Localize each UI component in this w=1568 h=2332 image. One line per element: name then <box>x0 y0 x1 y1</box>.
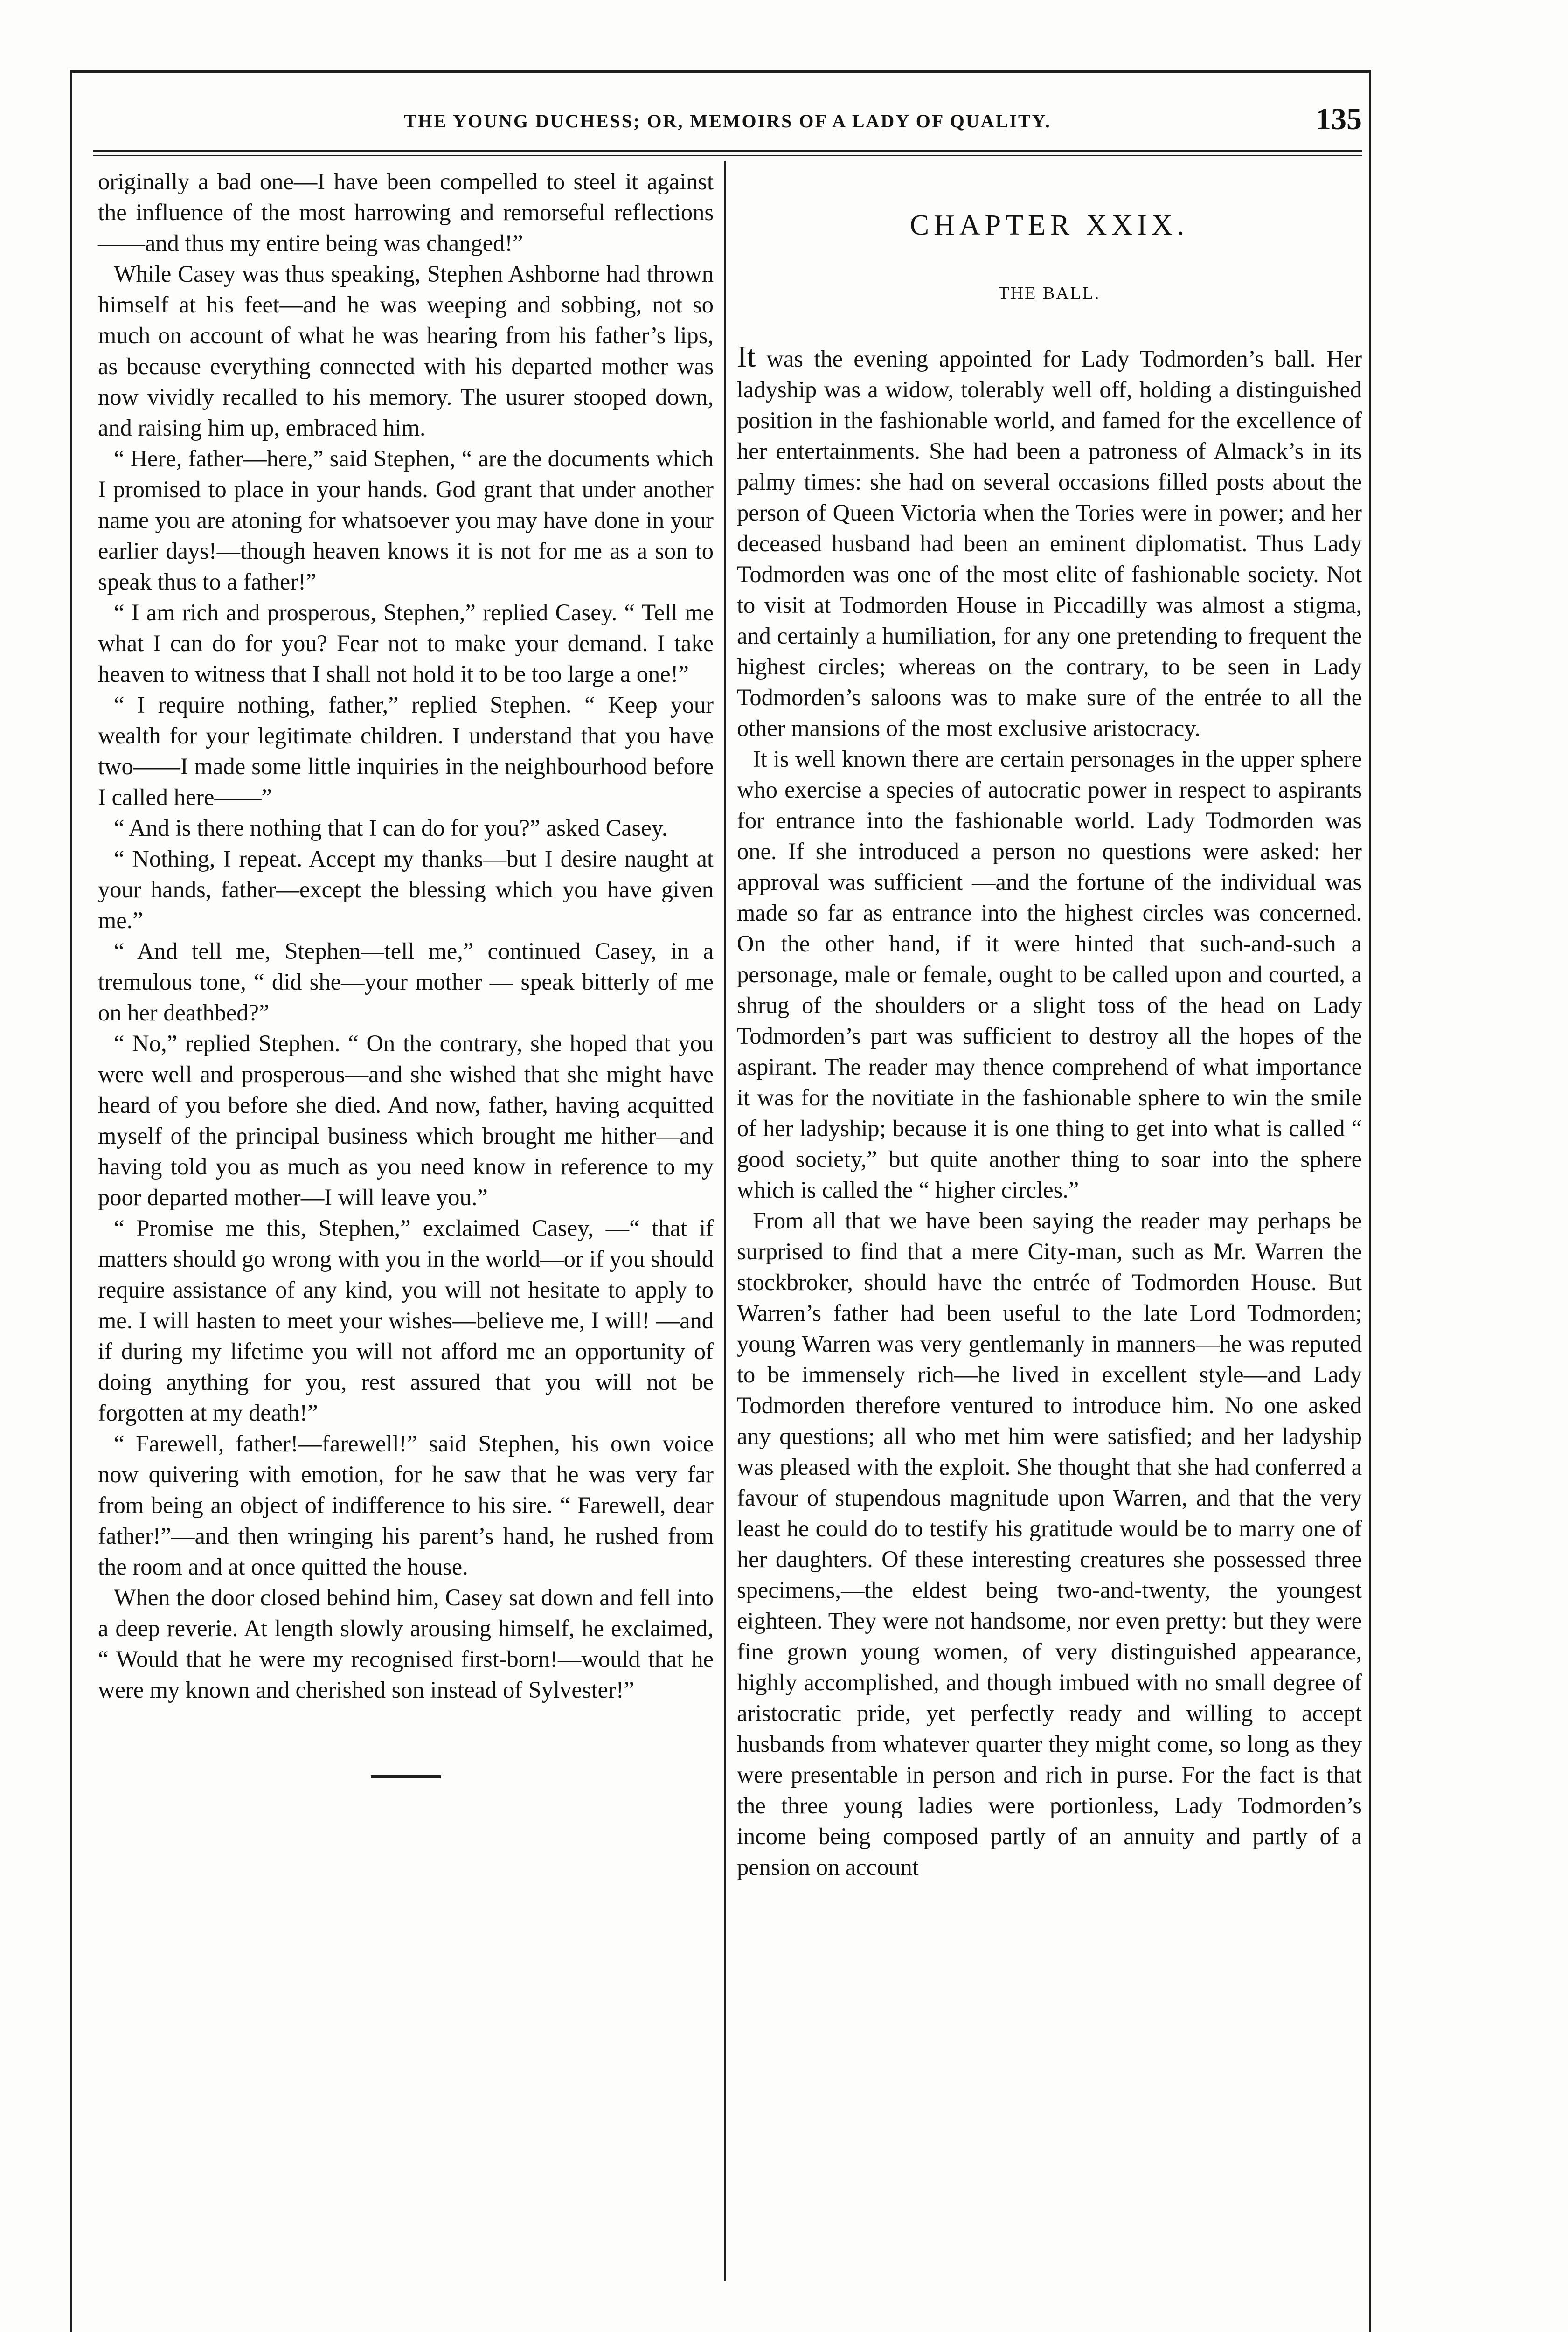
paragraph: “ No,” replied Stephen. “ On the contrary, she hoped that you were well and prosperous—and she wished that she might have heard of you before she died. And now, father, having acquitted myself of the principal business which brought me hither—and having told you as much as you need know in reference to my poor departed mother—I will leave you.” <box>98 1030 714 1210</box>
header-rule-thin <box>93 155 1362 156</box>
paragraph: “ Farewell, father!—farewell!” said Stephen, his own voice now quivering with emotion, for he saw that he was very far from being an object of indifference to his sire. “ Farewell, dear father!”—and then wringing his parent’s hand, he rushed from the room and at once quitted the house. <box>98 1430 714 1580</box>
paragraph: “ Promise me this, Stephen,” exclaimed Casey, —“ that if matters should go wrong with you in the world—or if you should require assistance of any kind, you will not hesitate to apply to me. I will hasten to meet your wishes—believe me, I will! —and if during my lifetime you will not afford me an opportunity of doing anything for you, rest assured that you will not be forgotten at my death!” <box>98 1215 714 1426</box>
header-rule <box>93 150 1362 152</box>
running-title: THE YOUNG DUCHESS; OR, MEMOIRS OF A LADY OF QUALITY. <box>404 111 1051 132</box>
section-end-rule <box>371 1775 441 1778</box>
right-column <box>737 196 1362 1882</box>
opening-paragraph-text: was the evening appointed for Lady Todmorden’s ball. Her ladyship was a widow, tolerably well off, holding a distinguished position in the fashionable world, and famed for the excellence of her entertainments. She had been a patroness of Almack’s in its palmy times: she had on several occasions filled posts about the person of Queen Victoria when the Tories were in power; and her deceased husband had been an eminent diplomatist. Thus Lady Todmorden was one of the most elite of fashionable society. Not to visit at Todmorden House in Piccadilly was almost a stigma, and certainly a humiliation, for any one pretending to frequent the highest circles; whereas on the contrary, to be seen in Lady Todmorden’s saloons was to make sure of the entrée to all the other mansions of the most exclusive aristocracy. <box>737 346 1362 741</box>
paragraph: “ I am rich and prosperous, Stephen,” replied Casey. “ Tell me what I can do for you? Fear not to make your demand. I take heaven to witness that I shall not hold it to be too large a one!” <box>98 599 714 687</box>
paragraph: originally a bad one—I have been compelled to steel it against the influence of the most harrowing and remorseful reflections——and thus my entire being was changed!” <box>98 168 714 256</box>
column-divider <box>724 161 726 2281</box>
page-border-right <box>1369 70 1371 2332</box>
paragraph: From all that we have been saying the reader may perhaps be surprised to find that a mere City-man, such as Mr. Warren the stockbroker, should have the entrée of Todmorden House. But Warren’s father had been useful to the late Lord Todmorden; young Warren was very gentlemanly in manners—he was reputed to be immensely rich—he lived in excellent style—and Lady Todmorden therefore ventured to introduce him. No one asked any questions; all who met him were satisfied; and her ladyship was pleased with the exploit. She thought that she had conferred a favour of stupendous magnitude upon Warren, and that the very least he could do to testify his gratitude would be to marry one of her daughters. Of these interesting creatures she possessed three specimens,—the eldest being two-and-twenty, the youngest eighteen. They were not handsome, nor even pretty: but they were fine grown young women, of very distinguished appearance, highly accomplished, and though imbued with no small degree of aristocratic pride, yet perfectly ready and willing to accept husbands from whatever quarter they might come, so long as they were presentable in person and rich in purse. For the fact is that the three young ladies were portionless, Lady Todmorden’s income being composed partly of an annuity and partly of a pension on account <box>737 1208 1362 1880</box>
paragraph: “ And is there nothing that I can do for you?” asked Casey. <box>114 815 668 841</box>
paragraph: “ Nothing, I repeat. Accept my thanks—but I desire naught at your hands, father—except the blessing which you have given me.” <box>98 846 714 933</box>
chapter-title: CHAPTER XXIX. <box>909 209 1189 241</box>
paragraph: While Casey was thus speaking, Stephen Ashborne had thrown himself at his feet—and he was weeping and sobbing, not so much on account of what he was hearing from his father’s lips, as because everything connected with his departed mother was now vividly recalled to his memory. The usurer stooped down, and raising him up, embraced him. <box>98 261 714 441</box>
left-column <box>98 166 714 1778</box>
paragraph: “ And tell me, Stephen—tell me,” continued Casey, in a tremulous tone, “ did she—your mother — speak bitterly of me on her deathbed?” <box>98 938 714 1026</box>
paragraph: When the door closed behind him, Casey sat down and fell into a deep reverie. At length slowly arousing himself, he exclaimed, “ Would that he were my recognised first-born!—would that he were my known and cherished son instead of Sylvester!” <box>98 1584 714 1703</box>
paragraph: It is well known there are certain personages in the upper sphere who exercise a species of autocratic power in respect to aspirants for entrance into the fashionable world. Lady Todmorden was one. If she introduced a person no questions were asked: her approval was sufficient —and the fortune of the individual was made so far as entrance into the highest circles was concerned. On the other hand, if it were hinted that such-and-such a personage, male or female, ought to be called upon and courted, a shrug of the shoulders or a slight toss of the head on Lady Todmorden’s part was sufficient to destroy all the hopes of the aspirant. The reader may thence comprehend of what importance it was for the novitiate in the fashionable sphere to win the smile of her ladyship; because it is one thing to get into what is called “ good society,” but quite another thing to soar into the sphere which is called the “ higher circles.” <box>737 746 1362 1203</box>
chapter-subtitle: THE BALL. <box>998 284 1101 303</box>
paragraph: “ Here, father—here,” said Stephen, “ are the documents which I promised to place in your hands. God grant that under another name you are atoning for whatsoever you may have done in your earlier days!—though heaven knows it is not for me as a son to speak thus to a father!” <box>98 445 714 595</box>
paragraph: “ I require nothing, father,” replied Stephen. “ Keep your wealth for your legitimate children. I understand that you have two——I made some little inquiries in the neighbourhood before I called here——” <box>98 692 714 810</box>
page-number: 135 <box>1316 102 1362 136</box>
page-border-left <box>70 70 72 2332</box>
opening-paragraph <box>737 341 1362 743</box>
opening-word: It <box>737 340 756 374</box>
page-border-top <box>70 70 1371 73</box>
